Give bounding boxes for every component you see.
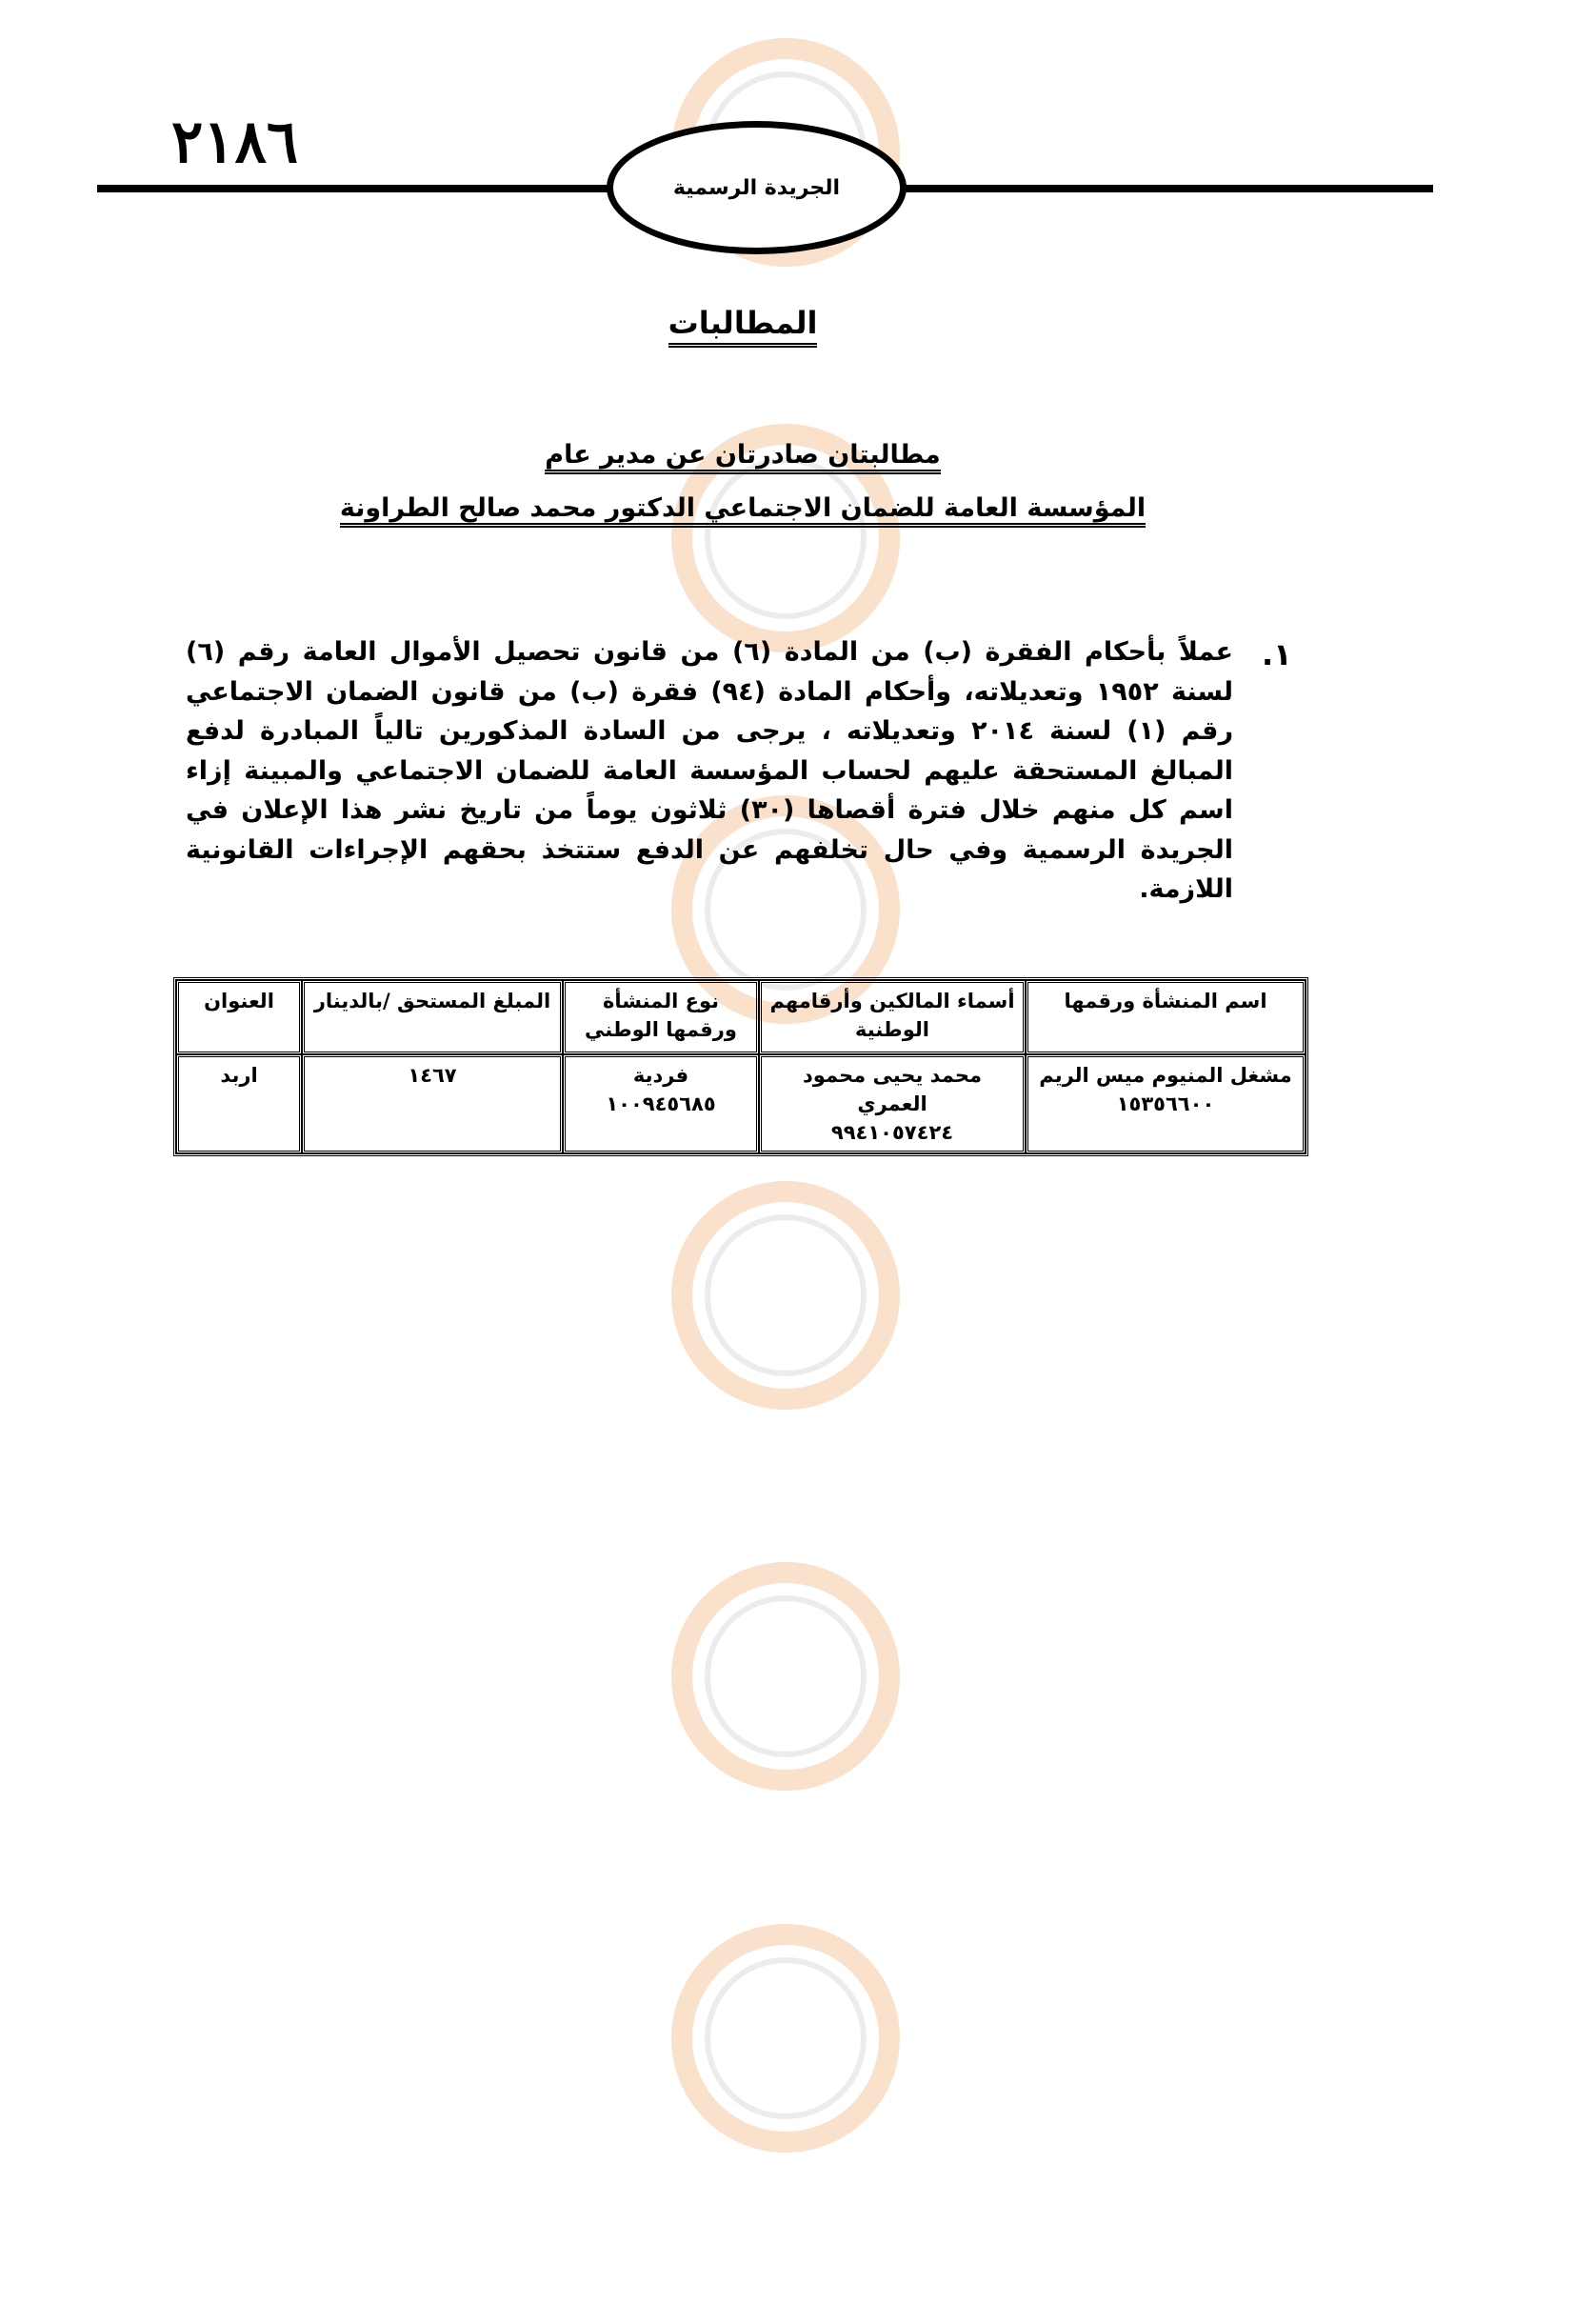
notice-title-line2 xyxy=(0,493,1485,523)
section-title: المطالبات xyxy=(668,305,818,348)
notice-title-line1 xyxy=(0,440,1485,470)
item-number: ١. xyxy=(1262,636,1292,672)
header-owners: أسماء المالكين وأرقامهم الوطنية xyxy=(759,980,1026,1054)
cell-owner xyxy=(759,1054,1026,1153)
cell-type xyxy=(563,1054,759,1153)
claims-table xyxy=(173,977,1308,1156)
table-row xyxy=(176,1054,1306,1153)
owner-name: محمد يحيى محمود العمري xyxy=(803,1064,982,1115)
item-paragraph: عملاً بأحكام الفقرة (ب) من المادة (٦) من قانون تحصيل الأموال العامة رقم (٦) لسنة ١٩٥٢ وتعديلاته، وأحكام المادة (٩٤) فقرة (ب) من قانون الضمان الاجتماعي رقم (١) لسنة ٢٠١٤ وتعديلاته ، يرجى من السادة المذكورين تالياً المبادرة لدفع المبالغ المستحقة عليهم لحساب المؤسسة العامة للضمان الاجتماعي والمبينة إزاء اسم كل منهم خلال فترة أقصاها (٣٠) ثلاثون يوماً من تاريخ نشر هذا الإعلان في الجريدة الرسمية وفي حال تخلفهم عن الدفع ستتخذ بحقهم الإجراءات القانونية اللازمة. xyxy=(186,637,1233,904)
establishment-number: ١٥٣٥٦٦٠٠ xyxy=(1116,1092,1215,1115)
cell-address: اربد xyxy=(176,1054,302,1153)
watermark-logo xyxy=(590,1181,1009,1581)
gazette-title-oval xyxy=(607,121,907,254)
section-heading xyxy=(0,305,1485,341)
gazette-title: الجريدة الرسمية xyxy=(672,175,841,200)
type-national-number: ١٠٠٩٤٥٦٨٥ xyxy=(606,1092,716,1115)
title-line1-text: مطالبتان صادرتان عن مدير عام xyxy=(545,440,940,474)
owner-national-number: ٩٩٤١٠٥٧٤٢٤ xyxy=(830,1121,954,1144)
header-establishment: اسم المنشأة ورقمها xyxy=(1026,980,1306,1054)
establishment-name: مشغل المنيوم ميس الريم xyxy=(1039,1064,1292,1087)
establishment-type: فردية xyxy=(632,1064,689,1087)
header-amount: المبلغ المستحق /بالدينار xyxy=(302,980,563,1054)
cell-establishment xyxy=(1026,1054,1306,1153)
header-type: نوع المنشأة ورقمها الوطني xyxy=(563,980,759,1054)
watermark-logo xyxy=(590,1562,1009,1962)
header-address: العنوان xyxy=(176,980,302,1054)
table-header-row xyxy=(176,980,1306,1054)
page-number: ٢١٨٦ xyxy=(171,107,299,176)
title-line2-text: المؤسسة العامة للضمان الاجتماعي الدكتور محمد صالح الطراونة xyxy=(340,493,1146,528)
watermark-logo xyxy=(590,1924,1009,2324)
cell-amount: ١٤٦٧ xyxy=(302,1054,563,1153)
